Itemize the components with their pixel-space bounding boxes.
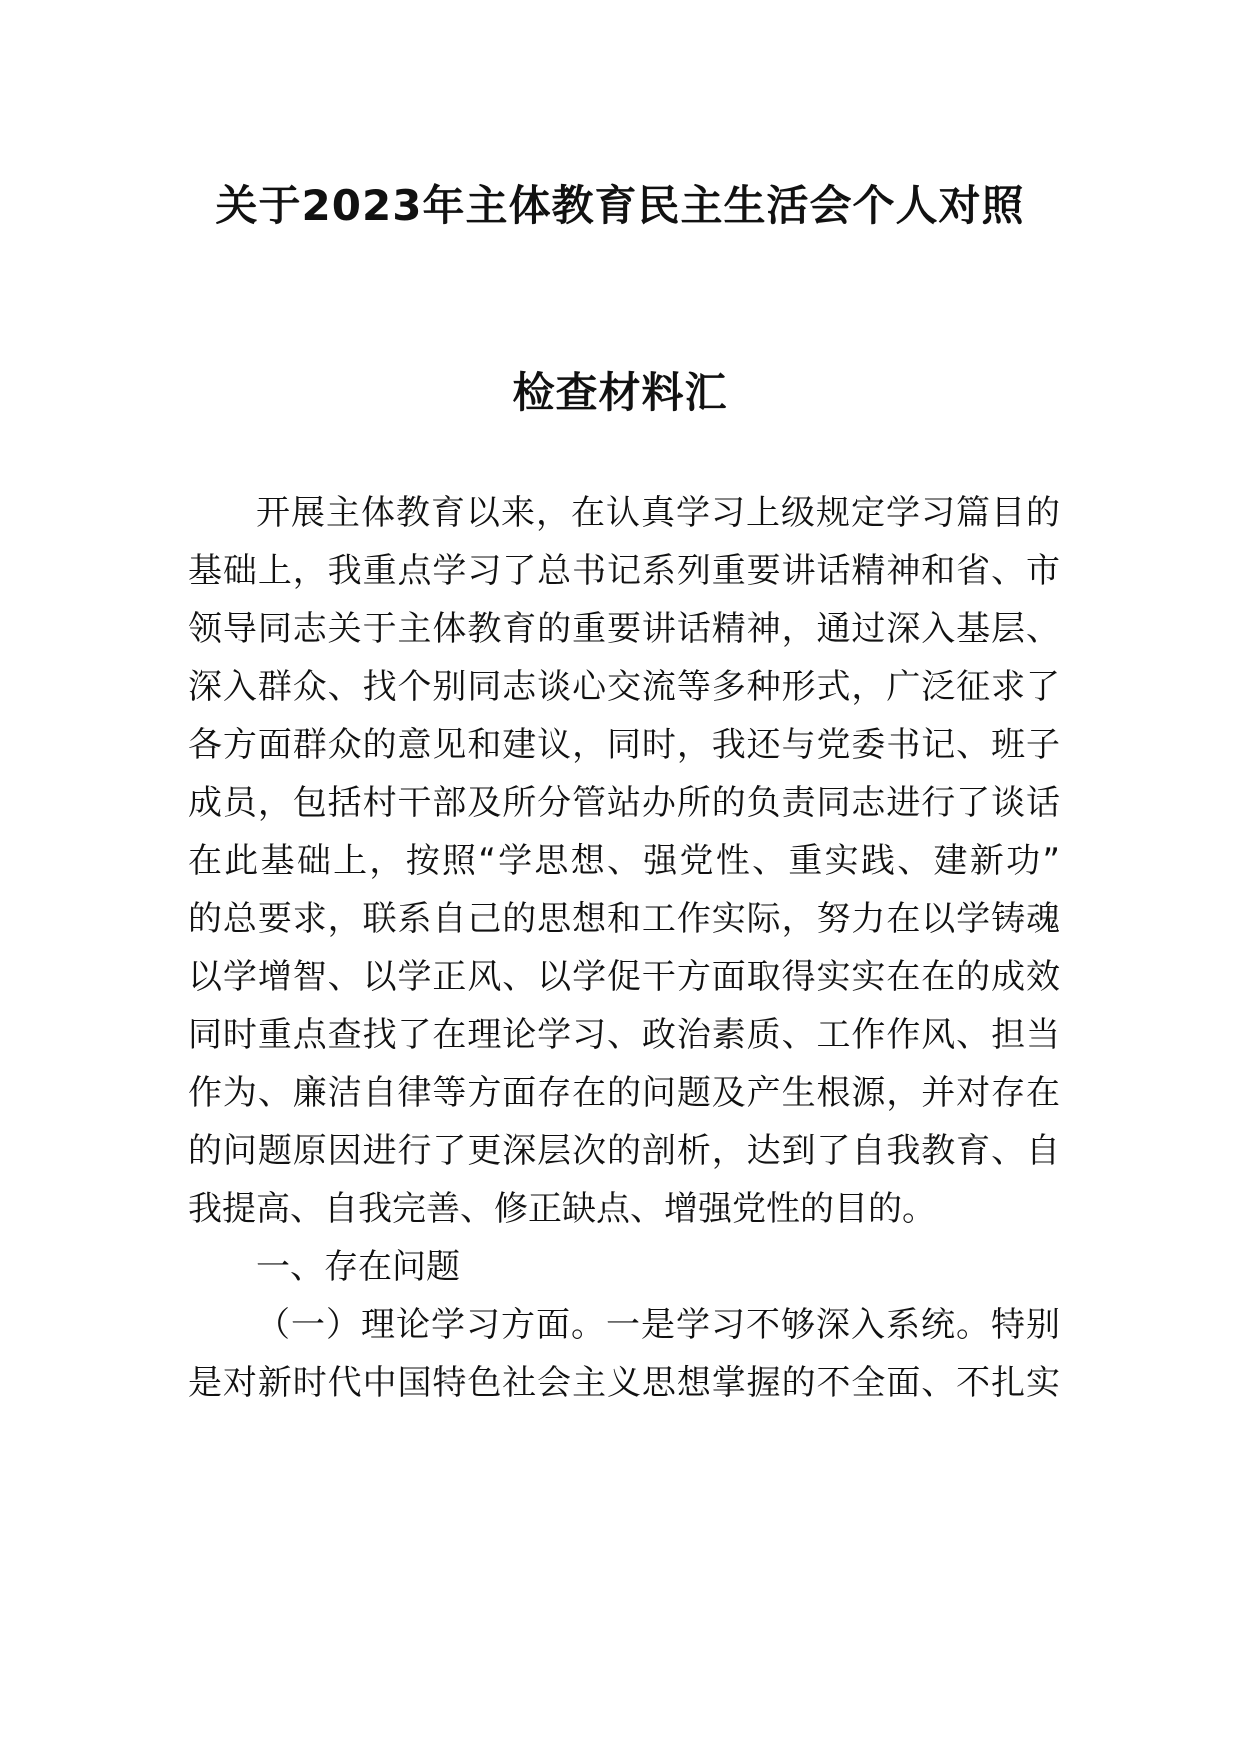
paragraph-1-line: 在此基础上，按照“学思想、强党性、重实践、建新功” [188,841,1060,881]
paragraph-1-line: 领导同志关于主体教育的重要讲话精神，通过深入基层、 [188,609,1060,649]
paragraph-1-line: 的问题原因进行了更深层次的剖析，达到了自我教育、自 [188,1131,1060,1171]
paragraph-1-line: 成员，包括村干部及所分管站办所的负责同志进行了谈话 [188,783,1060,823]
paragraph-1-line: 深入群众、找个别同志谈心交流等多种形式，广泛征求了 [188,667,1060,707]
paragraph-1-line: 的总要求，联系自己的思想和工作实际，努力在以学铸魂 [188,899,1060,939]
paragraph-1-line: 作为、廉洁自律等方面存在的问题及产生根源，并对存在 [188,1073,1060,1113]
document-title-line-1: 关于2023年主体教育民主生活会个人对照 [215,181,1025,230]
paragraph-1-line: 同时重点查找了在理论学习、政治素质、工作作风、担当 [188,1015,1060,1055]
paragraph-1-line: 以学增智、以学正风、以学促干方面取得实实在在的成效 [188,957,1060,997]
paragraph-2-line: 是对新时代中国特色社会主义思想掌握的不全面、不扎实 [188,1363,1060,1403]
paragraph-1-line: 基础上，我重点学习了总书记系列重要讲话精神和省、市 [188,551,1060,591]
document-title-line-2: 检查材料汇 [512,368,728,417]
paragraph-1-line: 开展主体教育以来，在认真学习上级规定学习篇目的 [256,493,1060,533]
section-heading: 一、存在问题 [256,1247,460,1287]
paragraph-1-line: 我提高、自我完善、修正缺点、增强党性的目的。 [188,1189,936,1229]
paragraph-1-line: 各方面群众的意见和建议，同时，我还与党委书记、班子 [188,725,1060,765]
paragraph-2-line: （一）理论学习方面。一是学习不够深入系统。特别 [256,1305,1060,1345]
